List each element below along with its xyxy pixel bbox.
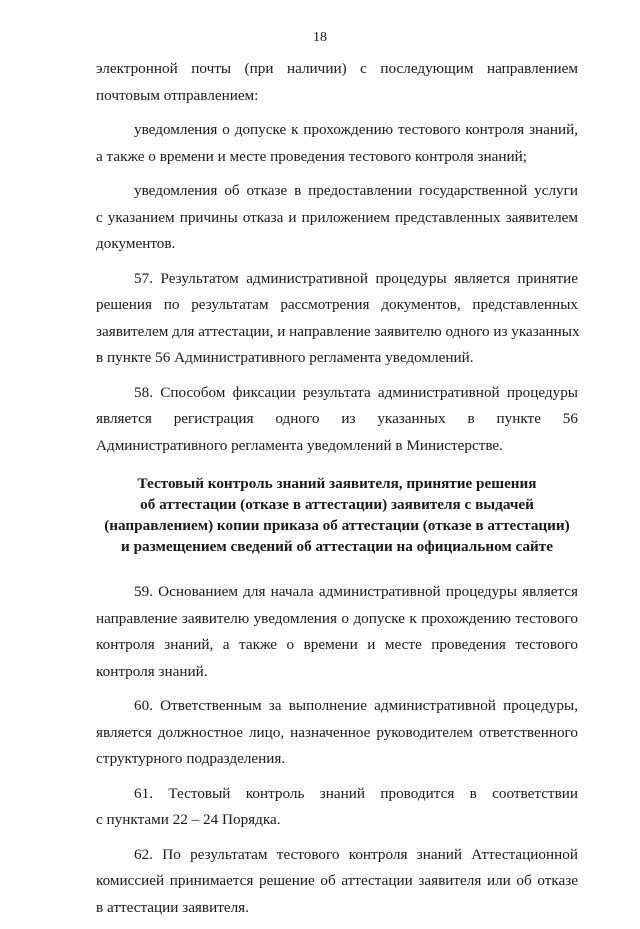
text-line: в аттестации заявителя. [96,898,249,916]
paragraph [96,380,578,460]
text-line: а также о времени и месте проведения тестового контроля знаний; [96,147,528,165]
paragraph [96,117,578,170]
paragraph [96,842,578,922]
text-line: направление заявителю уведомления о допуске к прохождению тестового [96,609,578,627]
text-line: 60. Ответственным за выполнение административной процедуры, [134,697,578,714]
text-line: заявителем для аттестации, и направление заявителю одного из указанных [96,322,580,340]
text-line: 61. Тестовый контроль знаний проводится в соответствии [134,784,578,802]
document-body [96,56,578,929]
paragraph [96,178,578,258]
text-line: в пункте 56 Административного регламента уведомлений. [96,349,474,366]
paragraph [96,579,578,685]
text-line: структурного подразделения. [96,750,286,767]
text-line: с указанием причины отказа и приложением представленных заявителем [96,208,578,226]
text-line: комиссией принимается решение об аттестации заявителя или об отказе [96,872,578,889]
text-line: уведомления о допуске к прохождению тестового контроля знаний, [134,121,578,138]
text-line: с пунктами 22 – 24 Порядка. [96,811,281,828]
text-line: является регистрация одного из указанных в пункте 56 [96,410,578,427]
section-heading [96,473,578,557]
text-line: является должностное лицо, назначенное руководителем ответственного [96,723,578,741]
text-line: электронной почты (при наличии) с последующим направлением [96,60,578,77]
paragraphs-top [96,56,578,459]
text-line: документов. [96,235,176,252]
text-line: 62. По результатам тестового контроля знаний Аттестационной [134,845,578,863]
text-line: уведомления об отказе в предоставлении государственной услуги [134,182,578,199]
heading-line: об аттестации (отказе в аттестации) заявителя с выдачей [140,496,534,513]
paragraph [96,781,578,834]
paragraph [96,266,578,372]
text-line: контроля знаний. [96,662,208,680]
text-line: почтовым отправлением: [96,86,259,104]
heading-line: и размещением сведений об аттестации на официальном сайте [121,538,553,555]
heading-line: Тестовый контроль знаний заявителя, принятие решения [137,475,537,492]
text-line: контроля знаний, а также о времени и месте проведения тестового [96,636,578,653]
text-line: 57. Результатом административной процедуры является принятие [134,269,578,287]
paragraph [96,693,578,773]
text-line: Административного регламента уведомлений в Министерстве. [96,436,503,454]
paragraphs-bottom [96,579,578,921]
text-line: решения по результатам рассмотрения документов, представленных [96,296,578,313]
text-line: 59. Основанием для начала административной процедуры является [134,583,578,600]
page-number: 18 [313,30,327,45]
paragraph [96,56,578,109]
heading-line: (направлением) копии приказа об аттестации (отказе в аттестации) [104,517,570,534]
text-line: 58. Способом фиксации результата административной процедуры [134,383,578,401]
